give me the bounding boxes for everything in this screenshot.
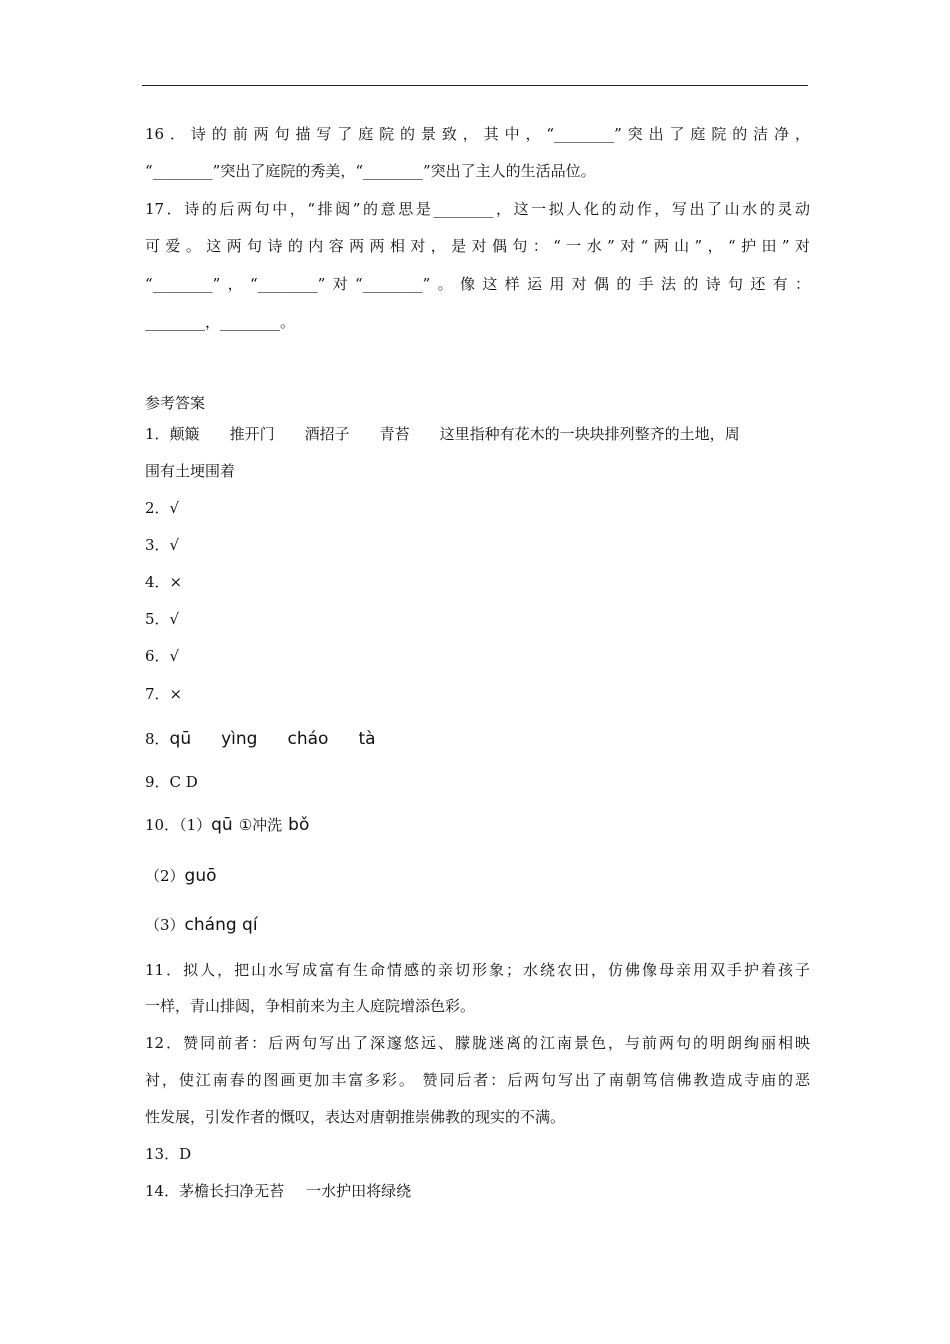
answer-10-line2 — [145, 866, 810, 886]
answer-14-item: 茅檐长扫净无苔 — [179, 1182, 285, 1200]
answer-8-pinyin: qū — [169, 729, 192, 749]
answer-10-pinyin-1: qū — [211, 815, 233, 835]
answer-5: 5．√ — [145, 610, 180, 628]
answer-6: 6．√ — [145, 647, 180, 665]
answer-10-sub3: cháng qí — [184, 915, 258, 935]
answer-9: 9．C D — [145, 773, 198, 791]
answer-1-item: 颠簸 — [169, 425, 200, 443]
header-rule — [142, 85, 808, 86]
answer-8-pinyin: tà — [358, 729, 376, 749]
answer-10-line1 — [145, 815, 810, 835]
answer-1-num: 1． — [145, 425, 170, 443]
answer-1-continued: 围有土埂围着 — [145, 462, 236, 480]
q16-line2: “________”突出了庭院的秀美，“________”突出了主人的生活品位。 — [145, 162, 596, 180]
answer-10-meaning: ①冲洗 — [238, 816, 283, 834]
answer-8-pinyin: yìng — [221, 729, 258, 749]
answer-11-line1: 11．拟人，把山水写成富有生命情感的亲切形象；水绕农田，仿佛像母亲用双手护着孩子 — [145, 961, 810, 979]
answer-10-num: 10．（1） — [145, 816, 212, 834]
answer-10-sub3-num: （3） — [145, 916, 185, 934]
answers-heading: 参考答案 — [145, 394, 206, 412]
answer-7: 7．× — [145, 685, 183, 703]
answer-12-line2: 衬，使江南春的图画更加丰富多彩。 赞同后者：后两句写出了南朝笃信佛教造成寺庙的恶 — [145, 1071, 810, 1089]
answer-13: 13．D — [145, 1145, 192, 1163]
answer-8-num: 8． — [145, 730, 170, 748]
answer-14-num: 14． — [145, 1182, 180, 1200]
answer-8-pinyin: cháo — [287, 729, 329, 749]
answer-8 — [145, 729, 810, 749]
answer-12-line1: 12．赞同前者：后两句写出了深邃悠远、朦胧迷离的江南景色，与前两句的明朗绚丽相映 — [145, 1034, 810, 1052]
q17-line2: 可爱。这两句诗的内容两两相对，是对偶句：“一水”对“两山”，“护田”对 — [145, 237, 810, 255]
answer-3: 3．√ — [145, 536, 180, 554]
answer-12-line3: 性发展，引发作者的慨叹，表达对唐朝推崇佛教的现实的不满。 — [145, 1108, 566, 1126]
answer-10-sub2: guō — [184, 866, 217, 886]
answer-10-pinyin-2: bǒ — [288, 815, 310, 835]
answer-1-item: 青苔 — [379, 425, 410, 443]
answer-4: 4．× — [145, 573, 183, 591]
answer-1-item: 酒招子 — [304, 425, 350, 443]
answer-1 — [145, 424, 810, 444]
answer-10-sub2-num: （2） — [145, 867, 185, 885]
answer-11-line2: 一样，青山排闼，争相前来为主人庭院增添色彩。 — [145, 997, 476, 1015]
answer-10-line3 — [145, 915, 810, 935]
q17-line1: 17．诗的后两句中，“排闼”的意思是________，这一拟人化的动作，写出了山水的灵动 — [145, 200, 810, 218]
q16-line1: 16．诗的前两句描写了庭院的景致，其中，“________”突出了庭院的洁净， — [145, 125, 810, 143]
answer-2: 2．√ — [145, 499, 180, 517]
answer-1-item: 这里指种有花木的一块块排列整齐的土地，周 — [439, 425, 740, 443]
q17-line3: “________”，“________”对“________”。像这样运用对偶的手法的诗句还有： — [145, 275, 810, 293]
q17-line4: ________，________。 — [145, 313, 296, 331]
answer-14-item: 一水护田将绿绕 — [306, 1182, 412, 1200]
answer-14 — [145, 1181, 810, 1201]
answer-1-item: 推开门 — [229, 425, 275, 443]
